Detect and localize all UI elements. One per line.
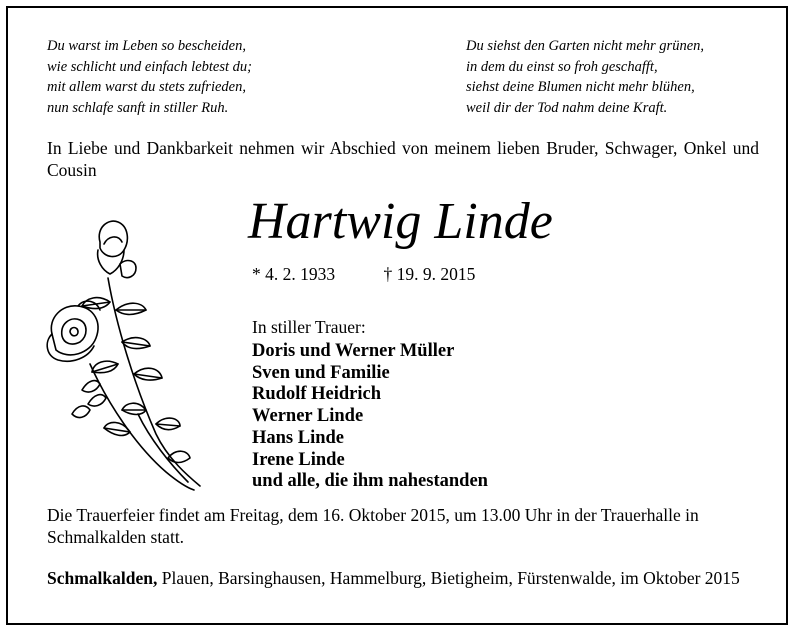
mourner: Hans Linde [252,427,345,448]
places-rest: Plauen, Barsinghausen, Hammelburg, Bietigheim, Fürstenwalde, im Oktober 2015 [157,568,740,588]
farewell-intro: In Liebe und Dankbarkeit nehmen wir Abschied von meinem lieben Bruder, Schwager, Onkel und Cousin [47,138,759,180]
rose-icon [38,214,206,494]
poem-right [466,36,704,118]
mourner: Werner Linde [252,406,364,427]
life-dates [252,263,475,285]
obituary-notice [6,6,788,625]
mourner: Irene Linde [252,449,345,470]
mourner: Doris und Werner Müller [252,341,455,361]
poem-line: mit allem warst du stets zufrieden, [47,79,246,95]
mourners-list [252,341,488,493]
poem-left [47,36,252,118]
mourner: Rudolf Heidrich [252,384,381,405]
poem-line: siehst deine Blumen nicht mehr blühen, [466,79,695,95]
poem-line: in dem du einst so froh geschafft, [466,58,658,75]
mourner: und alle, die ihm nahestanden [252,471,488,492]
poem-line: Du siehst den Garten nicht mehr grünen, [466,38,705,54]
ceremony-info: Die Trauerfeier findet am Freitag, dem 16. Oktober 2015, um 13.00 Uhr in der Trauerhalle in Schmalkalden statt. [47,505,699,547]
deceased-name: Hartwig Linde [248,193,553,250]
mourning-label: In stiller Trauer: [252,317,366,337]
poem-line: weil dir der Tod nahm deine Kraft. [466,99,668,116]
poem-line: Du warst im Leben so bescheiden, [47,38,246,54]
birth-date: * 4. 2. 1933 [252,264,336,284]
places-lead: Schmalkalden, [47,568,158,588]
mourner: Sven und Familie [252,362,390,383]
places-and-date [47,567,759,589]
poem-line: nun schlafe sanft in stiller Ruh. [47,99,229,116]
death-date: † 19. 9. 2015 [383,264,476,284]
poem-line: wie schlicht und einfach lebtest du; [47,58,252,75]
